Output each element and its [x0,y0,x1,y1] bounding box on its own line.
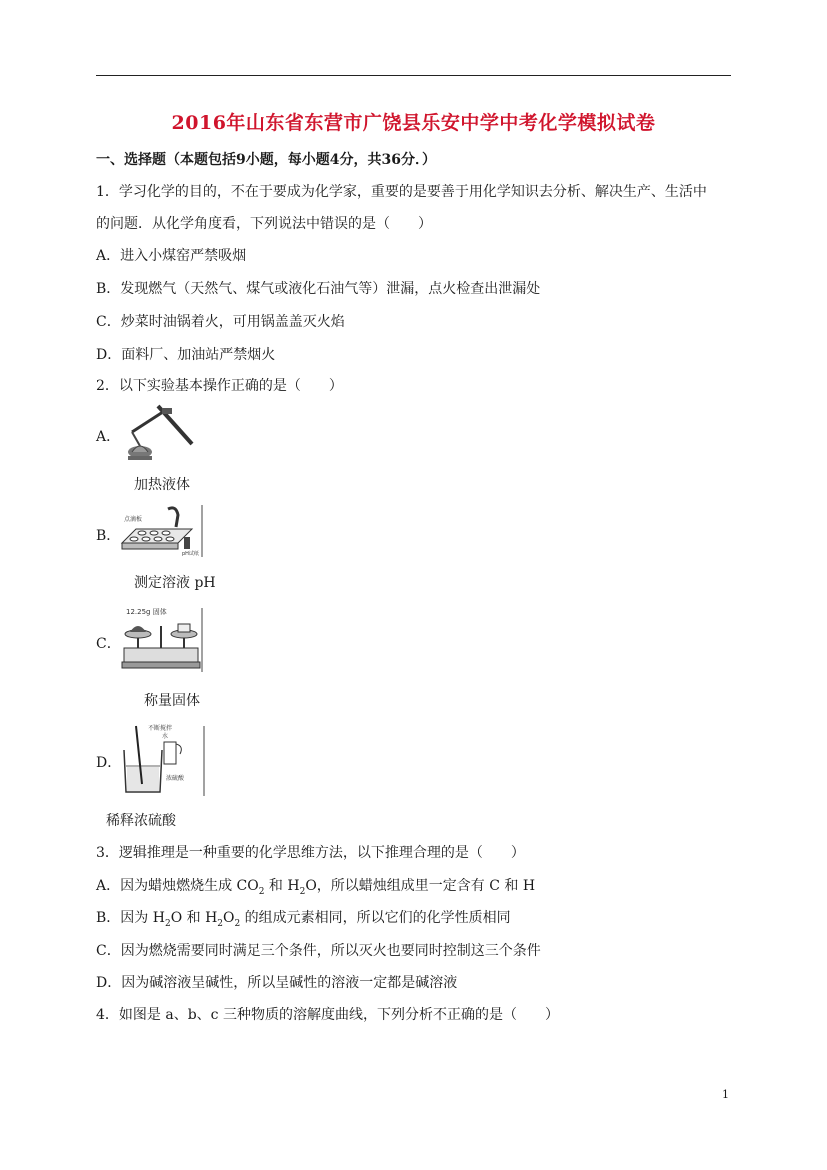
ph-paper-label: pH试纸 [182,551,199,557]
q1-option-b: B．发现燃气（天然气、煤气或液化石油气等）泄漏，点火检查出泄漏处 [96,281,541,297]
q4-stem: 4．如图是 a、b、c 三种物质的溶解度曲线，下列分析不正确的是（ ） [96,1007,559,1023]
ph-tile-label: 点滴板 [124,516,143,523]
q2-stem: 2．以下实验基本操作正确的是（ ） [96,378,343,394]
q2-caption-b: 测定溶液 pH [134,575,216,591]
q1-stem-line1: 1．学习化学的目的，不在于要成为化学家，重要的是要善于用化学知识去分析、解决生产、生活中 [96,184,707,200]
q2-option-d-letter: D． [96,755,122,771]
q3-stem: 3．逻辑推理是一种重要的化学思维方法，以下推理合理的是（ ） [96,845,525,861]
page-title: 2016年山东省东营市广饶县乐安中学中考化学模拟试卷 [171,112,656,134]
header-rule [96,75,731,76]
diluting-acid-figure [118,722,206,798]
q3-option-c: C．因为燃烧需要同时满足三个条件，所以灭火也要同时控制这三个条件 [96,943,541,959]
weighing-solid-figure [118,604,204,674]
water-label: 水 [162,733,169,740]
q3-option-d: D．因为碱溶液呈碱性，所以呈碱性的溶液一定都是碱溶液 [96,975,458,991]
heating-liquid-figure [118,402,200,464]
q2-caption-a: 加热液体 [134,477,190,493]
q1-option-a: A．进入小煤窑严禁吸烟 [96,248,247,264]
q1-option-d: D．面料厂、加油站严禁烟火 [96,347,276,363]
page-number: 1 [722,1088,729,1101]
q1-stem-line2: 的问题．从化学角度看，下列说法中错误的是（ ） [96,216,432,232]
acid-label: 浓硫酸 [166,775,185,782]
stir-label: 不断搅拌 [148,725,173,732]
q3-option-b: B．因为 $H_2O$ 和 $H_2O_2$ 的组成元素相同，所以它们的化学性质相同 [96,910,511,929]
q2-option-b-letter: B． [96,528,121,544]
section-heading: 一、选择题（本题包括9小题，每小题4分，共36分．） [96,152,436,168]
q2-option-c-letter: C． [96,636,121,652]
q2-caption-d: 稀释浓硫酸 [106,813,176,829]
mass-label: 12.25g 固体 [126,608,167,616]
q1-option-c: C．炒菜时油锅着火，可用锅盖盖灭火焰 [96,314,345,330]
ph-test-figure [118,503,204,559]
q2-caption-c: 称量固体 [144,693,200,709]
q3-option-a: A．因为蜡烛燃烧生成 $CO_2$ 和 $H_2O$，所以蜡烛组成里一定含有 C 和 H [96,878,536,897]
q2-option-a-letter: A． [96,429,121,445]
